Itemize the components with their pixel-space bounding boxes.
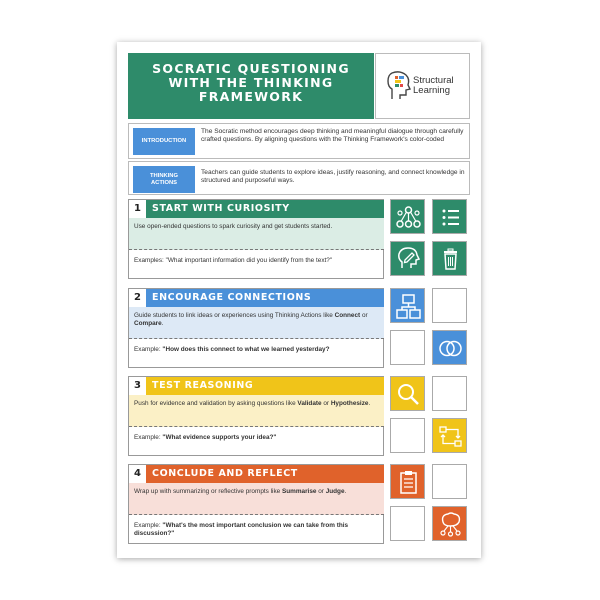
section-4-header	[129, 465, 384, 483]
section-3-example-label: Example:	[134, 434, 163, 441]
section-2-card	[128, 288, 384, 368]
section-2-desc-end: .	[161, 320, 164, 328]
flow-arrows-icon	[433, 419, 468, 454]
section-4-desc-end: .	[344, 488, 347, 495]
section-4-desc-text: Wrap up with summarizing or reflective prompts like	[134, 488, 282, 495]
section-1-number: 1	[129, 200, 147, 218]
blank-tile-4b	[390, 506, 425, 541]
blank-tile-3a	[432, 376, 467, 411]
brain-edit-icon	[391, 242, 426, 277]
introduction-tag: INTRODUCTION	[133, 128, 195, 155]
list-tile	[432, 199, 467, 234]
section-2-example	[129, 340, 384, 368]
section-4-title: CONCLUDE AND REFLECT	[146, 465, 384, 483]
blank-tile-2b	[390, 330, 425, 365]
magnifier-tile	[390, 376, 425, 411]
section-1-example-text: "What important information did you identify from the text?"	[165, 257, 333, 264]
list-icon	[433, 200, 468, 235]
section-2-desc-text: Guide students to link ideas or experiences using Thinking Actions like	[134, 312, 335, 319]
trash-icon	[433, 242, 468, 277]
section-1-header	[129, 200, 384, 218]
thinking-actions-tag-line-2: ACTIONS	[150, 179, 178, 186]
section-1-card	[128, 199, 384, 279]
section-3-number: 3	[129, 377, 147, 395]
page-title	[128, 53, 374, 119]
section-3-card	[128, 376, 384, 456]
clipboard-tile	[390, 464, 425, 499]
section-1-title: START WITH CURIOSITY	[146, 200, 384, 218]
clipboard-icon	[391, 465, 426, 500]
logo-line-2: Learning	[413, 85, 450, 96]
section-3-example-text: "What evidence supports your idea?"	[162, 434, 277, 441]
section-3-desc-or: or	[321, 400, 331, 407]
thinking-actions-tag-line-1: THINKING	[149, 172, 179, 179]
title-line-3: FRAMEWORK	[198, 89, 304, 104]
section-3-title: TEST REASONING	[146, 377, 384, 395]
section-2-desc-or: or	[360, 312, 368, 319]
network-icon	[391, 200, 426, 235]
section-3-description	[129, 395, 384, 427]
brain-nodes-tile	[432, 506, 467, 541]
introduction-text: The Socratic method encourages deep thinking and meaningful dialogue through carefully crafted questions. By aligning questions with the Thinking Framework's color-coded	[201, 128, 464, 144]
section-2-title: ENCOURAGE CONNECTIONS	[146, 289, 384, 307]
thinking-actions-text: Teachers can guide students to explore ideas, justify reasoning, and connect knowledge in structured and purposeful ways.	[201, 169, 465, 185]
section-3-desc-end: .	[368, 400, 371, 407]
magnifier-icon	[391, 377, 426, 412]
section-4-example-text: "What's the most important conclusion we can take from this discussion?"	[134, 522, 349, 538]
section-4-description	[129, 483, 384, 515]
section-4-number: 4	[129, 465, 147, 483]
network-tile	[390, 199, 425, 234]
introduction-row	[128, 123, 470, 159]
section-1-example	[129, 251, 384, 279]
section-2-example-text: "How does this connect to what we learned yesterday?	[162, 346, 330, 353]
section-4-desc-or: or	[316, 488, 326, 495]
hierarchy-tile	[390, 288, 425, 323]
section-4-example	[129, 516, 384, 544]
hierarchy-icon	[391, 289, 426, 324]
overlap-circles-icon	[433, 331, 468, 366]
title-line-1: SOCRATIC QUESTIONING	[152, 61, 350, 76]
section-3-desc-validate: Validate	[297, 400, 322, 407]
blank-tile-2a	[432, 288, 467, 323]
section-2-description	[129, 307, 384, 339]
logo-line-1: Structural	[413, 75, 454, 86]
section-2-number: 2	[129, 289, 147, 307]
section-1-example-label: Examples:	[134, 257, 166, 264]
section-4-card	[128, 464, 384, 544]
section-2-desc-compare: Compare	[134, 320, 162, 328]
section-4-desc-summarise: Summarise	[281, 488, 317, 495]
section-3-example	[129, 428, 384, 456]
brain-nodes-icon	[433, 507, 468, 542]
section-3-header	[129, 377, 384, 395]
structural-learning-logo-icon	[386, 69, 412, 103]
title-line-2: WITH THE THINKING	[168, 75, 334, 90]
thinking-actions-tag	[133, 166, 195, 193]
blank-tile-4a	[432, 464, 467, 499]
section-3-desc-hypothesize: Hypothesize	[330, 400, 369, 407]
section-2-header	[129, 289, 384, 307]
section-4-example-label: Example:	[134, 522, 163, 529]
flow-arrows-tile	[432, 418, 467, 453]
logo-text	[413, 76, 454, 96]
section-4-desc-judge: Judge	[325, 488, 345, 495]
section-2-example-label: Example:	[134, 346, 163, 353]
section-2-desc-connect: Connect	[334, 312, 361, 319]
trash-tile	[432, 241, 467, 276]
logo-box	[375, 53, 470, 119]
overlap-circles-tile	[432, 330, 467, 365]
section-1-description: Use open-ended questions to spark curiosity and get students started.	[129, 218, 384, 250]
section-3-desc-text: Push for evidence and validation by asking questions like	[134, 400, 298, 407]
poster	[117, 42, 481, 558]
brain-edit-tile	[390, 241, 425, 276]
thinking-actions-row	[128, 161, 470, 195]
blank-tile-3b	[390, 418, 425, 453]
